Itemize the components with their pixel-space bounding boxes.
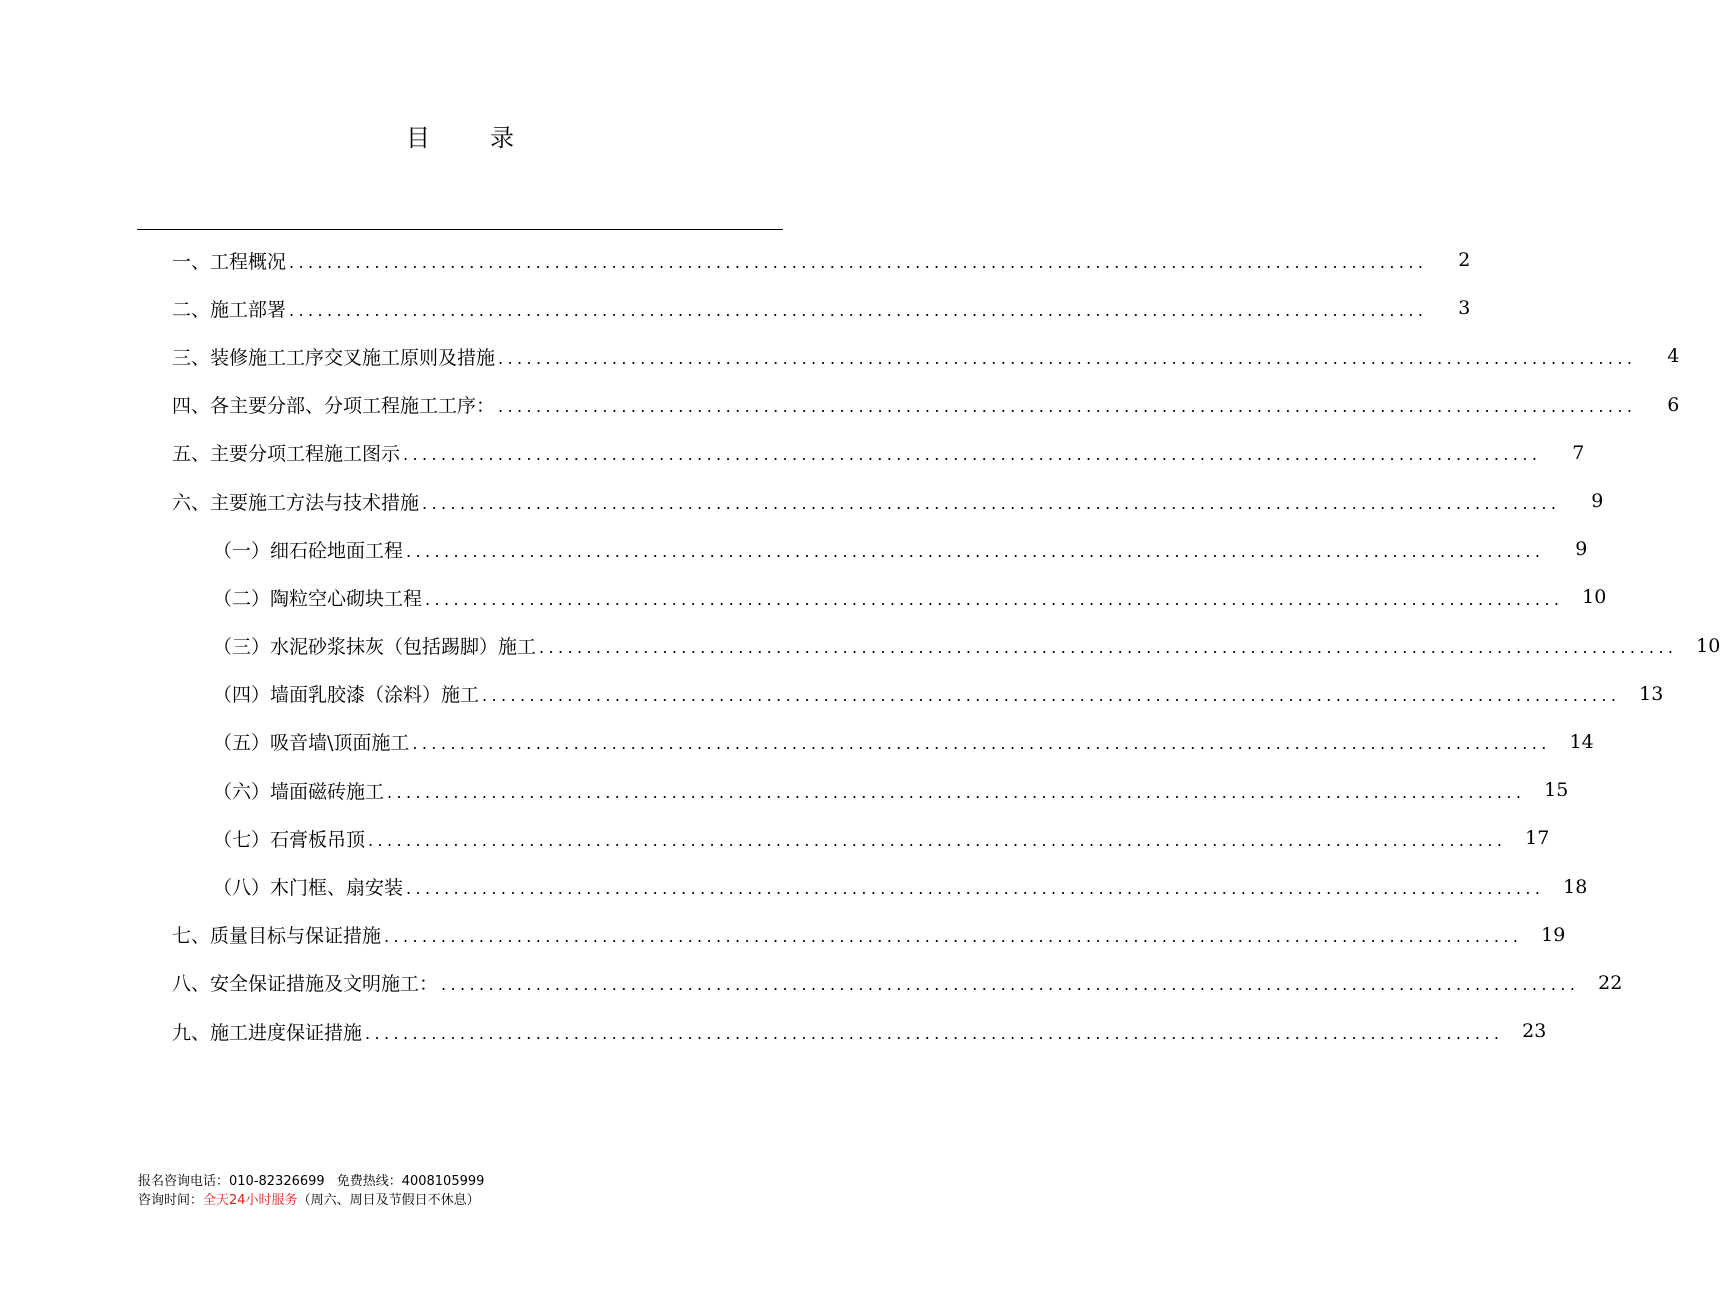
toc-entry[interactable]: [0, 1007, 1547, 1055]
title-char-2: 录: [490, 124, 514, 152]
toc-page-number: 23: [1522, 1020, 1547, 1043]
toc-entry-label: 五、主要分项工程施工图示: [172, 443, 401, 466]
toc-leader-dots: ........................................................................................................................: [365, 1023, 1504, 1043]
toc-subentry[interactable]: [0, 525, 1588, 573]
page-title: [0, 118, 920, 153]
toc-page-number: 22: [1598, 971, 1623, 994]
toc-page-number: 14: [1569, 730, 1594, 753]
toc-page-number: 9: [1575, 538, 1588, 561]
toc-leader-dots: ........................................................................................................................: [384, 927, 1523, 947]
toc-leader-dots: ........................................................................................................................: [498, 397, 1637, 417]
toc-page-number: 4: [1667, 345, 1680, 368]
footer-contact-row: [138, 1172, 484, 1191]
footer-hours-row: [138, 1191, 484, 1210]
toc-page-number: 3: [1458, 297, 1471, 320]
phone-label: 报名咨询电话：: [138, 1174, 230, 1189]
toc-leader-dots: ........................................................................................................................: [368, 830, 1507, 850]
hours-label: 咨询时间：: [138, 1193, 204, 1208]
toc-entry[interactable]: [0, 381, 1680, 429]
toc-page-number: 15: [1544, 779, 1569, 802]
toc-entry-label: （二）陶粒空心砌块工程: [213, 587, 423, 610]
toc-page-number: 7: [1572, 441, 1585, 464]
toc-leader-dots: ........................................................................................................................: [403, 445, 1542, 465]
toc-leader-dots: ........................................................................................................................: [289, 300, 1428, 320]
toc-page-number: 2: [1458, 249, 1471, 272]
phone-number: 010-82326699: [229, 1174, 325, 1189]
toc-page-number: 6: [1667, 393, 1680, 416]
title-char-1: 目: [406, 124, 430, 152]
toc-entry-label: （三）水泥砂浆抹灰（包括踢脚）施工: [213, 636, 537, 659]
toc-leader-dots: ........................................................................................................................: [482, 686, 1621, 706]
toc-entry[interactable]: [0, 236, 1471, 284]
toc-entry-label: （六）墙面磁砖施工: [213, 780, 385, 803]
header-divider: [137, 229, 783, 230]
toc-subentry[interactable]: [0, 622, 1720, 670]
toc-page-number: 10: [1696, 634, 1720, 657]
hotline-label: 免费热线：: [336, 1174, 402, 1189]
toc-entry[interactable]: [0, 959, 1623, 1007]
toc-leader-dots: ........................................................................................................................: [406, 541, 1545, 561]
toc-leader-dots: ........................................................................................................................: [289, 252, 1428, 272]
toc-leader-dots: ........................................................................................................................: [387, 782, 1526, 802]
toc-leader-dots: ........................................................................................................................: [539, 638, 1678, 658]
toc-subentry[interactable]: [0, 766, 1569, 814]
toc-subentry[interactable]: [0, 718, 1594, 766]
toc-entry-label: 二、施工部署: [172, 298, 287, 321]
toc-entry-label: （七）石膏板吊顶: [213, 828, 366, 851]
toc-entry-label: 四、各主要分部、分项工程施工工序：: [172, 395, 496, 418]
toc-leader-dots: ........................................................................................................................: [422, 493, 1561, 513]
hours-highlight: 全天24小时服务: [203, 1193, 298, 1208]
toc-entry-label: 三、装修施工工序交叉施工原则及措施: [172, 346, 496, 369]
toc-leader-dots: ........................................................................................................................: [498, 348, 1637, 368]
hours-note: （周六、周日及节假日不休息）: [297, 1193, 480, 1208]
toc-entry[interactable]: [0, 477, 1604, 525]
toc-entry-label: （一）细石砼地面工程: [213, 539, 404, 562]
toc-page-number: 18: [1563, 875, 1588, 898]
toc-entry-label: （八）木门框、扇安装: [213, 877, 404, 900]
toc-subentry[interactable]: [0, 862, 1588, 910]
toc-entry[interactable]: [0, 284, 1471, 332]
toc-page-number: 10: [1582, 586, 1607, 609]
toc-entry[interactable]: [0, 429, 1585, 477]
toc-leader-dots: ........................................................................................................................: [425, 589, 1564, 609]
toc-subentry[interactable]: [0, 573, 1607, 621]
toc-entry-label: 一、工程概况: [172, 250, 287, 273]
toc-page-number: 17: [1525, 827, 1550, 850]
toc-entry-label: 七、质量目标与保证措施: [172, 925, 382, 948]
toc-page-number: 9: [1591, 490, 1604, 513]
hotline-number: 4008105999: [401, 1174, 485, 1189]
toc-entry-label: 八、安全保证措施及文明施工：: [172, 973, 439, 996]
toc-entry[interactable]: [0, 911, 1566, 959]
page-footer: [138, 1172, 484, 1210]
toc-entry-label: 九、施工进度保证措施: [172, 1021, 363, 1044]
toc-page-number: 19: [1541, 923, 1566, 946]
table-of-contents: [0, 236, 1720, 1055]
toc-entry-label: 六、主要施工方法与技术措施: [172, 491, 420, 514]
toc-leader-dots: ........................................................................................................................: [406, 879, 1545, 899]
toc-leader-dots: ........................................................................................................................: [412, 734, 1551, 754]
toc-entry-label: （五）吸音墙\顶面施工: [213, 732, 410, 755]
toc-entry-label: （四）墙面乳胶漆（涂料）施工: [213, 684, 480, 707]
toc-entry[interactable]: [0, 332, 1680, 380]
toc-leader-dots: ........................................................................................................................: [441, 975, 1580, 995]
toc-subentry[interactable]: [0, 670, 1664, 718]
toc-page-number: 13: [1639, 682, 1664, 705]
toc-subentry[interactable]: [0, 814, 1550, 862]
